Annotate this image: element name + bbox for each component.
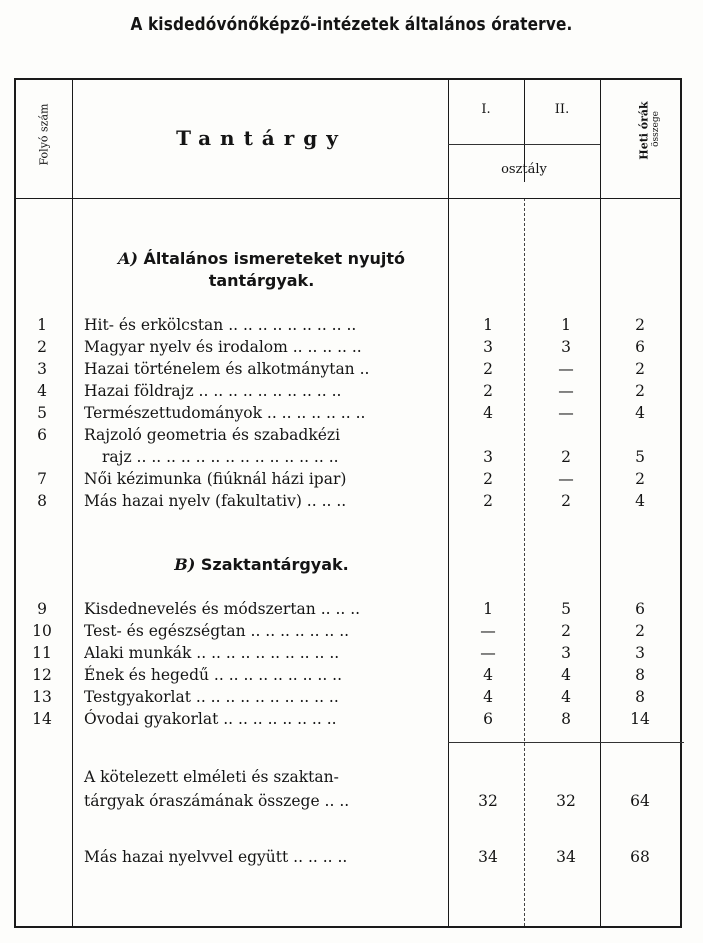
header-subject: Tantárgy [176,126,347,150]
table-row: 1 Hit- és erkölcstan .. .. .. .. .. .. .. .. .. 1 1 2 [37,316,645,334]
total-label-line2: tárgyak óraszámának összege .. .. [84,792,350,810]
curriculum-table [14,78,682,928]
table-row: 6 Rajzoló geometria és szabadkézi [37,426,341,444]
header-class-2: II. [554,102,570,117]
section-a-title: A) Általános ismereteket nyujtó tantárgyak. [117,249,406,290]
table-row: 11 Alaki munkák .. .. .. .. .. .. .. .. .. .. — 3 3 [32,644,645,662]
totals-rule [448,742,684,743]
table-row: 9 Kisdednevelés és módszertan .. .. .. 1 5 6 [37,600,645,618]
header-number: Folyó szám [37,103,51,166]
total-with-language-label: Más hazai nyelvvel együtt .. .. .. .. [84,848,348,866]
total-row: 34 34 68 [478,848,650,866]
header-class-1: I. [481,102,491,117]
header-subline [448,144,600,145]
table-row: 14 Óvodai gyakorlat .. .. .. .. .. .. .. .. 6 8 14 [32,710,650,728]
table-row: 3 Hazai történelem és alkotmánytan .. 2 — 2 [37,360,645,378]
table-row: 4 Hazai földrajz .. .. .. .. .. .. .. .. .. .. 2 — 2 [37,382,645,400]
table-row: 8 Más hazai nyelv (fakultativ) .. .. .. 2 2 4 [37,492,645,510]
table-row: 12 Ének és hegedű .. .. .. .. .. .. .. .. .. 4 4 8 [32,666,645,684]
page-title: A kisdedóvónőképző-intézetek általános óraterve. [130,14,573,35]
table-row: 13 Testgyakorlat .. .. .. .. .. .. .. .. .. .. 4 4 8 [32,688,645,706]
table-row-continuation: rajz .. .. .. .. .. .. .. .. .. .. .. .. .. .. 3 2 5 [102,448,645,466]
table-row: 5 Természettudományok .. .. .. .. .. .. .. 4 — 4 [37,404,645,422]
total-row: 32 32 64 [478,792,650,810]
header-total: Heti órák [637,101,651,160]
header-rule [16,198,680,199]
table-row: 2 Magyar nyelv és irodalom .. .. .. .. .. 3 3 6 [37,338,645,356]
header-class-group: osztály [501,162,547,177]
section-b-title: B) Szaktantárgyak. [174,555,349,574]
header-total-sub: összege [651,111,661,147]
col-rule-class [524,198,525,926]
table-row: 7 Női kézimunka (fiúknál házi ipar) 2 — 2 [37,470,645,488]
total-label-line1: A kötelezett elméleti és szaktan- [84,768,339,786]
table-row: 10 Test- és egészségtan .. .. .. .. .. .. .. — 2 2 [32,622,645,640]
